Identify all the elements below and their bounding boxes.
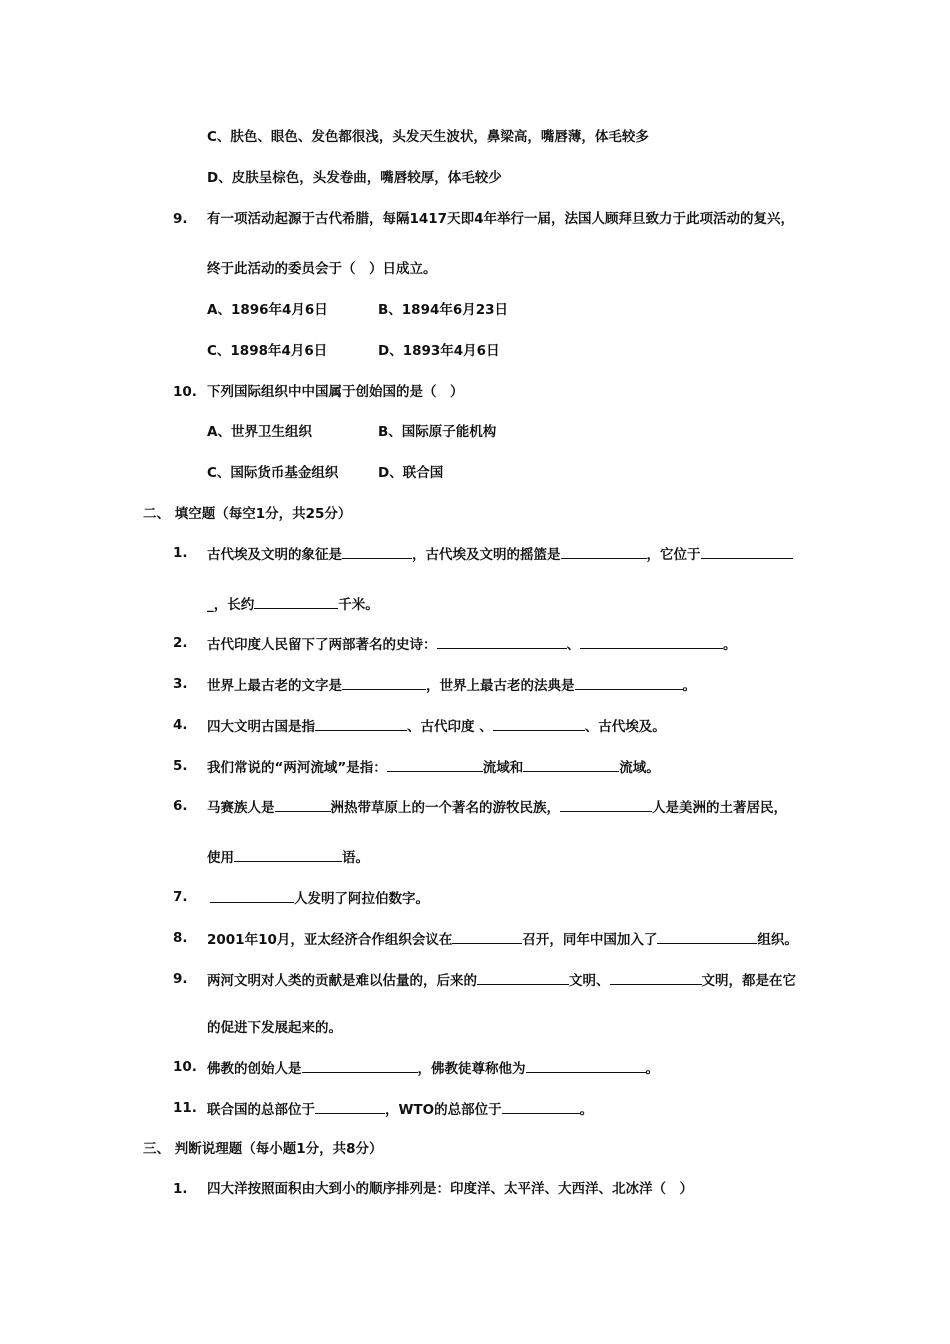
question-text: 下列国际组织中中国属于创始国的是（ ） xyxy=(207,384,464,400)
fill-question xyxy=(207,929,798,949)
answer-blank[interactable] xyxy=(493,716,585,731)
text: ，世界上最古老的法典是 xyxy=(426,678,575,694)
text: 文明、 xyxy=(569,973,610,989)
answer-blank[interactable] xyxy=(526,1058,646,1073)
answer-blank[interactable] xyxy=(580,634,723,649)
answer-blank[interactable] xyxy=(610,970,702,985)
question-number: 4. xyxy=(173,717,188,733)
text: 语。 xyxy=(342,850,369,866)
section-title: 三、 判断说理题（每小题1分，共8分） xyxy=(143,1141,383,1157)
option-c: C、1898年4月6日 xyxy=(207,343,328,359)
text: 流域。 xyxy=(619,760,660,776)
answer-blank[interactable] xyxy=(560,797,652,812)
option-b: B、1894年6月23日 xyxy=(378,302,509,318)
text: 我们常说的“两河流域”是指： xyxy=(207,760,387,776)
option-c: C、肤色、眼色、发色都很浅，头发天生波状，鼻梁高，嘴唇薄，体毛较多 xyxy=(207,129,649,145)
question-number: 1. xyxy=(173,1181,188,1197)
answer-blank[interactable] xyxy=(701,544,793,559)
fill-question-cont xyxy=(207,594,379,614)
fill-question xyxy=(207,1099,593,1119)
text: 佛教的创始人是 xyxy=(207,1061,302,1077)
fill-question xyxy=(207,1058,659,1078)
answer-blank[interactable] xyxy=(275,797,331,812)
option-d: D、皮肤呈棕色，头发卷曲，嘴唇较厚，体毛较少 xyxy=(207,170,502,186)
text: 古代埃及文明的象征是 xyxy=(207,547,342,563)
fill-question xyxy=(207,544,793,564)
text: 使用 xyxy=(207,850,234,866)
text: 联合国的总部位于 xyxy=(207,1102,315,1118)
answer-blank[interactable] xyxy=(210,888,294,903)
text: 人发明了阿拉伯数字。 xyxy=(294,891,429,907)
text: 2001年10月，亚太经济合作组织会议在 xyxy=(207,932,453,948)
answer-blank[interactable] xyxy=(477,970,569,985)
question-number: 6. xyxy=(173,798,188,814)
answer-blank[interactable] xyxy=(437,634,567,649)
text: 洲热带草原上的一个著名的游牧民族， xyxy=(330,800,560,816)
text: 召开，同年中国加入了 xyxy=(522,932,658,948)
option-d: D、联合国 xyxy=(378,465,444,481)
fill-question xyxy=(207,970,796,990)
text: ，佛教徒尊称他为 xyxy=(417,1061,526,1077)
answer-blank[interactable] xyxy=(254,594,338,609)
fill-question-cont: 的促进下发展起来的。 xyxy=(207,1020,342,1036)
question-text-cont: 终于此活动的委员会于（ ）日成立。 xyxy=(207,261,437,277)
section-title: 二、 填空题（每空1分，共25分） xyxy=(143,506,352,522)
option-c: C、国际货币基金组织 xyxy=(207,465,339,481)
question-number: 10. xyxy=(173,1059,197,1075)
option-b: B、国际原子能机构 xyxy=(378,424,497,440)
judgement-question: 四大洋按照面积由大到小的顺序排列是：印度洋、太平洋、大西洋、北冰洋（ ） xyxy=(207,1181,693,1197)
text: 马赛族人是 xyxy=(207,800,275,816)
text: 。 xyxy=(682,678,696,694)
text: 人是美洲的土著居民， xyxy=(652,800,787,816)
answer-blank[interactable] xyxy=(561,544,647,559)
text: 。 xyxy=(723,637,737,653)
answer-blank[interactable] xyxy=(387,757,483,772)
fill-question-cont xyxy=(207,847,369,867)
fill-question xyxy=(207,797,787,817)
option-d: D、1893年4月6日 xyxy=(378,343,500,359)
answer-blank[interactable] xyxy=(302,1058,418,1073)
question-number: 9. xyxy=(173,211,188,227)
text: ，它位于 xyxy=(646,547,701,563)
answer-blank[interactable] xyxy=(315,716,407,731)
fill-question xyxy=(207,716,666,736)
answer-blank[interactable] xyxy=(342,675,426,690)
question-number: 2. xyxy=(173,635,188,651)
question-number: 7. xyxy=(173,889,188,905)
text: 。 xyxy=(579,1102,594,1118)
fill-question xyxy=(207,675,696,695)
option-a: A、1896年4月6日 xyxy=(207,302,328,318)
text: _，长约 xyxy=(207,597,255,613)
text: 、 xyxy=(566,637,580,653)
answer-blank[interactable] xyxy=(657,929,757,944)
answer-blank[interactable] xyxy=(234,847,342,862)
text: 。 xyxy=(645,1061,659,1077)
fill-question xyxy=(207,757,660,777)
option-a: A、世界卫生组织 xyxy=(207,424,312,440)
question-number: 5. xyxy=(173,758,188,774)
fill-question xyxy=(210,888,429,908)
text: 、古代埃及。 xyxy=(584,719,666,735)
question-number: 11. xyxy=(173,1100,197,1116)
question-number: 8. xyxy=(173,930,188,946)
answer-blank[interactable] xyxy=(342,544,412,559)
question-number: 10. xyxy=(173,384,197,400)
answer-blank[interactable] xyxy=(523,757,619,772)
question-text: 有一项活动起源于古代希腊，每隔1417天即4年举行一届，法国人顾拜旦致力于此项活动的复兴， xyxy=(207,211,794,227)
text: 千米。 xyxy=(338,597,379,613)
text: 文明，都是在它 xyxy=(701,973,796,989)
text: 流域和 xyxy=(482,760,524,776)
text: 组织。 xyxy=(757,932,798,948)
text: 四大文明古国是指 xyxy=(207,719,315,735)
question-number: 9. xyxy=(173,971,188,987)
question-number: 3. xyxy=(173,676,188,692)
text: 古代印度人民留下了两部著名的史诗： xyxy=(207,637,437,653)
text: ，WTO的总部位于 xyxy=(385,1102,502,1118)
text: 两河文明对人类的贡献是难以估量的，后来的 xyxy=(207,973,477,989)
text: 、古代印度 、 xyxy=(407,719,493,735)
fill-question xyxy=(207,634,737,654)
text: 世界上最古老的文字是 xyxy=(207,678,342,694)
question-number: 1. xyxy=(173,545,188,561)
answer-blank[interactable] xyxy=(315,1099,385,1114)
answer-blank[interactable] xyxy=(575,675,683,690)
answer-blank[interactable] xyxy=(502,1099,580,1114)
answer-blank[interactable] xyxy=(452,929,522,944)
text: ，古代埃及文明的摇篮是 xyxy=(412,547,561,563)
